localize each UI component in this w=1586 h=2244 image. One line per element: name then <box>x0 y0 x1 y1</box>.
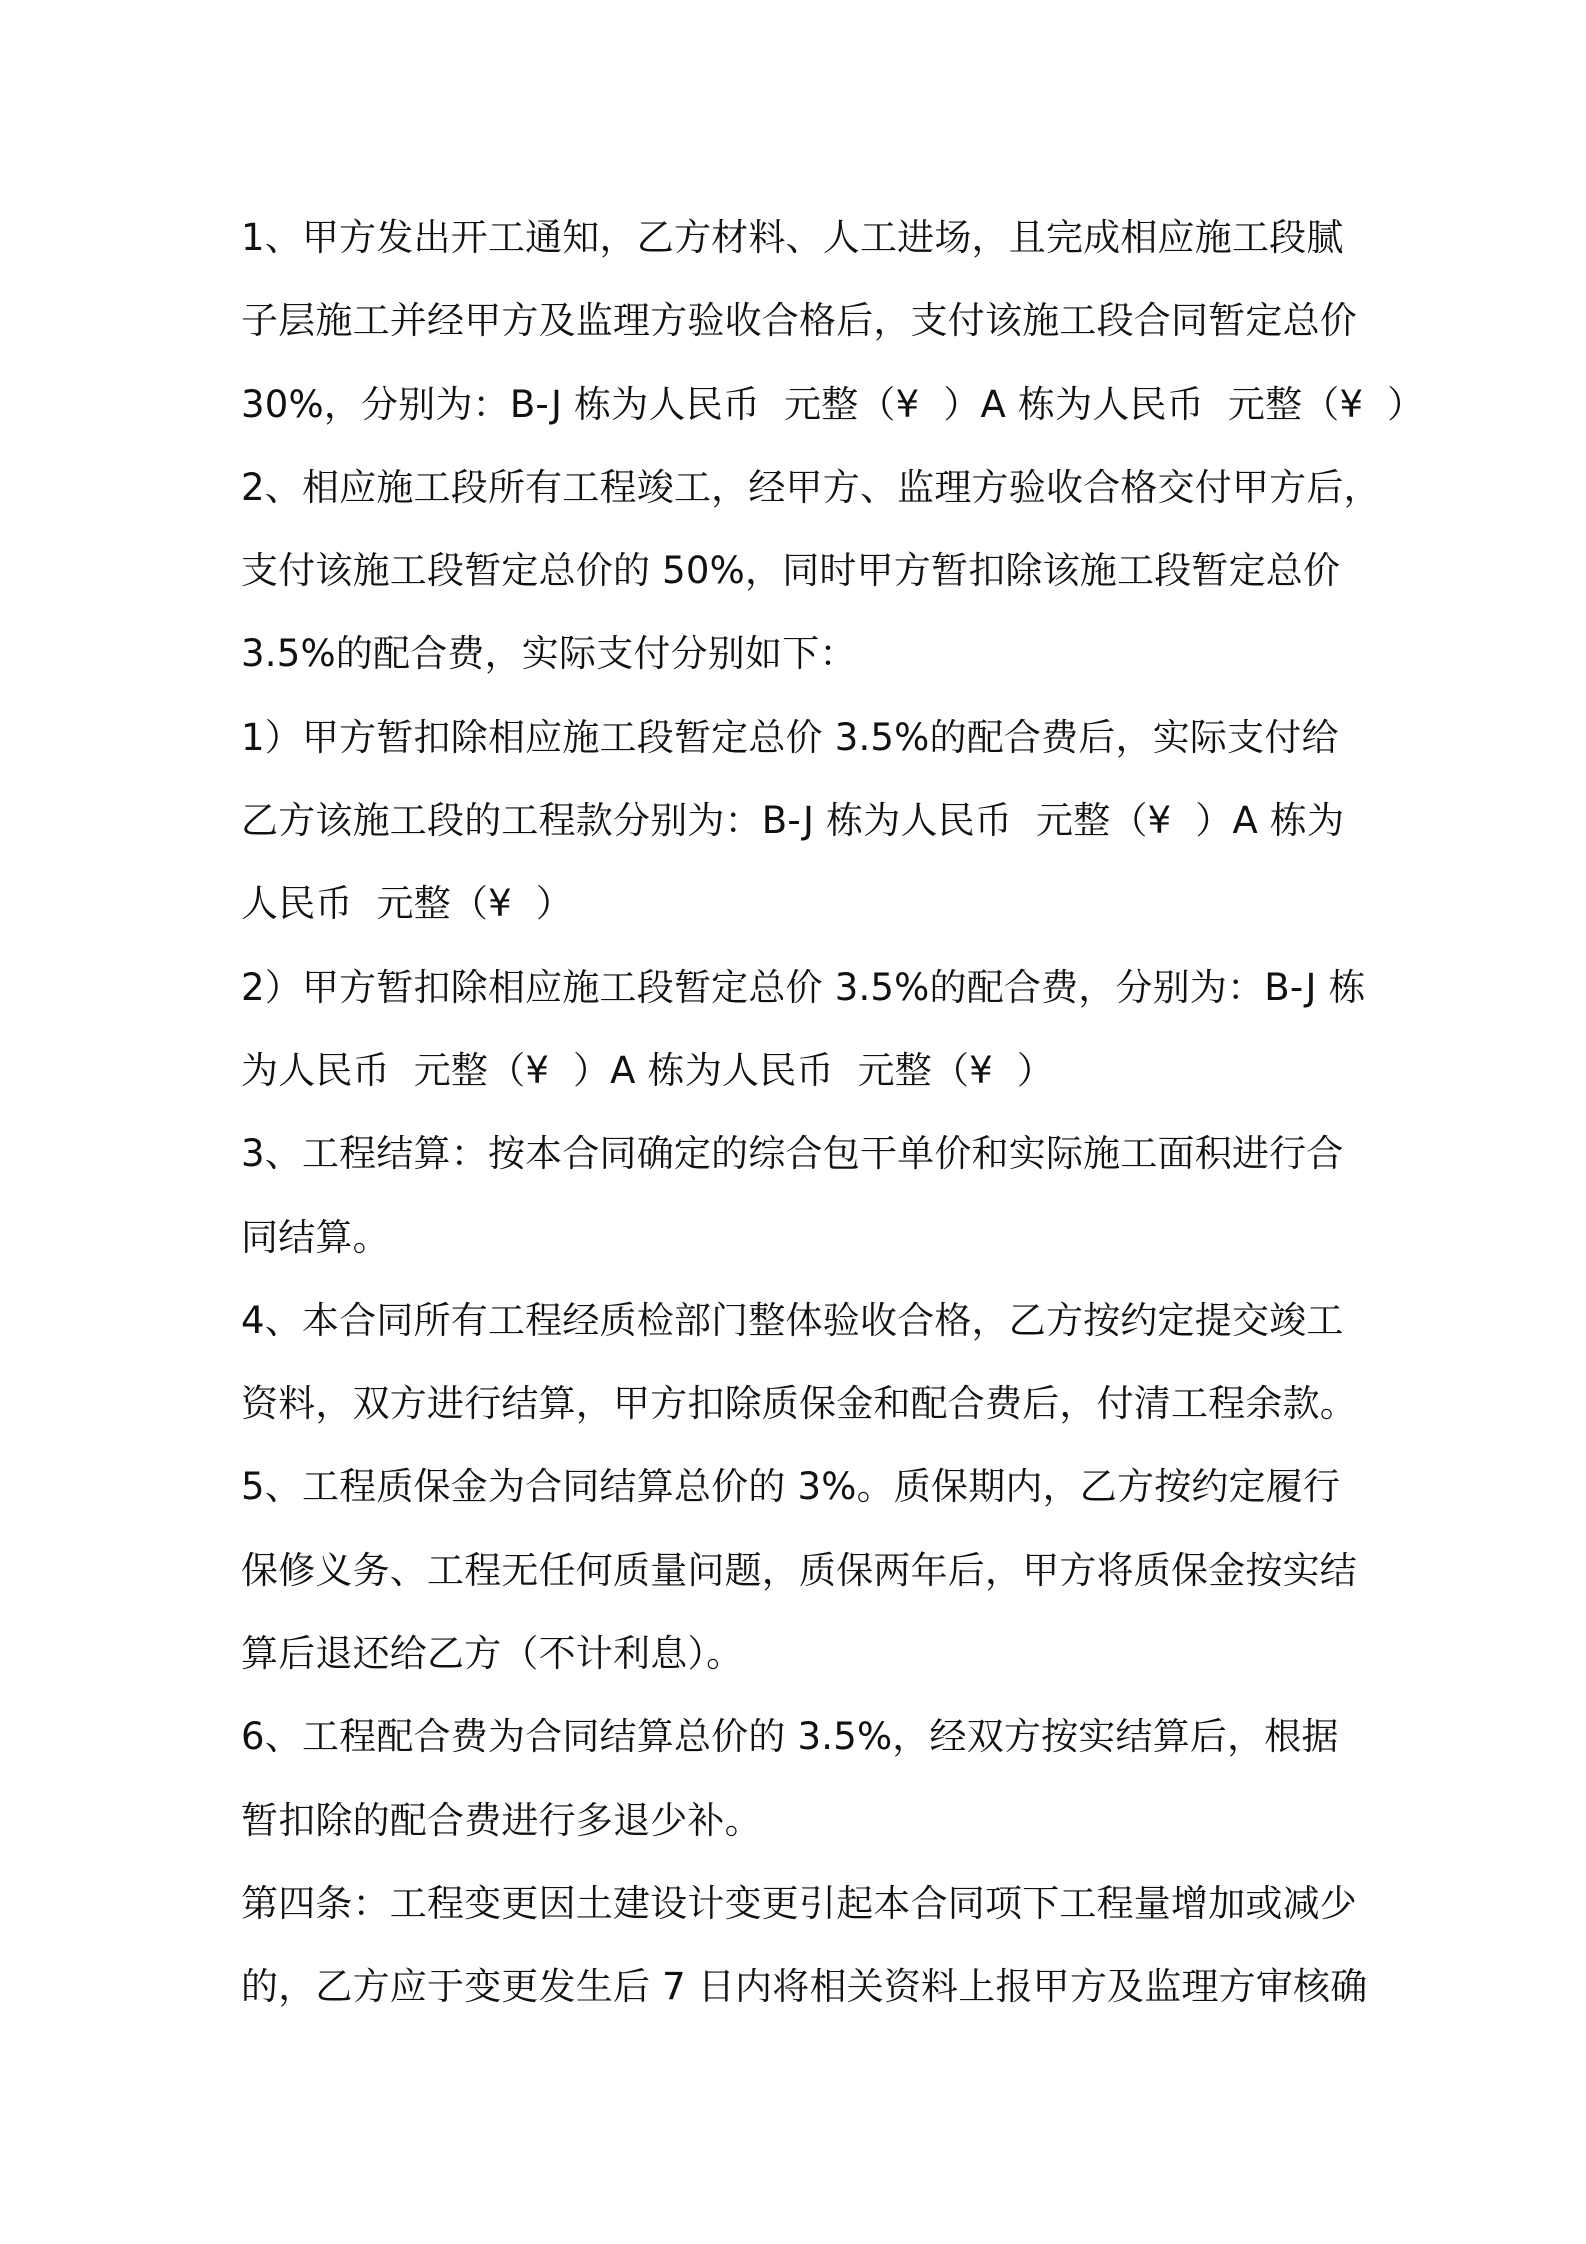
text-line: 2、相应施工段所有工程竣工，经甲方、监理方验收合格交付甲方后， <box>241 465 1381 509</box>
text-line: 暂扣除的配合费进行多退少补。 <box>241 1798 762 1842</box>
text-line: 2）甲方暂扣除相应施工段暂定总价 3.5%的配合费，分别为：B-J 栋 <box>241 965 1366 1009</box>
text-line: 3、工程结算：按本合同确定的综合包干单价和实际施工面积进行合 <box>241 1132 1344 1176</box>
text-line: 子层施工并经甲方及监理方验收合格后，支付该施工段合同暂定总价 <box>241 299 1357 343</box>
text-line: 1）甲方暂扣除相应施工段暂定总价 3.5%的配合费后，实际支付给 <box>241 715 1339 759</box>
text-line: 6、工程配合费为合同结算总价的 3.5%，经双方按实结算后，根据 <box>241 1715 1339 1759</box>
text-line: 算后退还给乙方（不计利息）。 <box>241 1632 744 1676</box>
text-line: 30%，分别为：B-J 栋为人民币 元整（¥ ）A 栋为人民币 元整（¥ ） <box>241 382 1425 426</box>
text-line: 保修义务、工程无任何质量问题，质保两年后，甲方将质保金按实结 <box>241 1548 1357 1592</box>
text-line: 为人民币 元整（¥ ）A 栋为人民币 元整（¥ ） <box>241 1048 1055 1092</box>
text-line: 3.5%的配合费，实际支付分别如下： <box>241 632 857 676</box>
text-line: 第四条：工程变更因土建设计变更引起本合同项下工程量增加或减少 <box>241 1881 1357 1925</box>
text-line: 人民币 元整（¥ ） <box>241 882 573 926</box>
text-line: 5、工程质保金为合同结算总价的 3%。质保期内，乙方按约定履行 <box>241 1465 1341 1509</box>
text-line: 的，乙方应于变更发生后 7 日内将相关资料上报甲方及监理方审核确 <box>241 1965 1368 2009</box>
text-line: 支付该施工段暂定总价的 50%，同时甲方暂扣除该施工段暂定总价 <box>241 549 1341 593</box>
text-line: 4、本合同所有工程经质检部门整体验收合格，乙方按约定提交竣工 <box>241 1298 1344 1342</box>
text-line: 资料，双方进行结算，甲方扣除质保金和配合费后，付清工程余款。 <box>241 1382 1357 1426</box>
text-line: 同结算。 <box>241 1215 390 1259</box>
text-line: 乙方该施工段的工程款分别为：B-J 栋为人民币 元整（¥ ）A 栋为 <box>241 799 1345 843</box>
document-body <box>241 196 1425 2029</box>
text-line: 1、甲方发出开工通知，乙方材料、人工进场，且完成相应施工段腻 <box>241 216 1344 259</box>
